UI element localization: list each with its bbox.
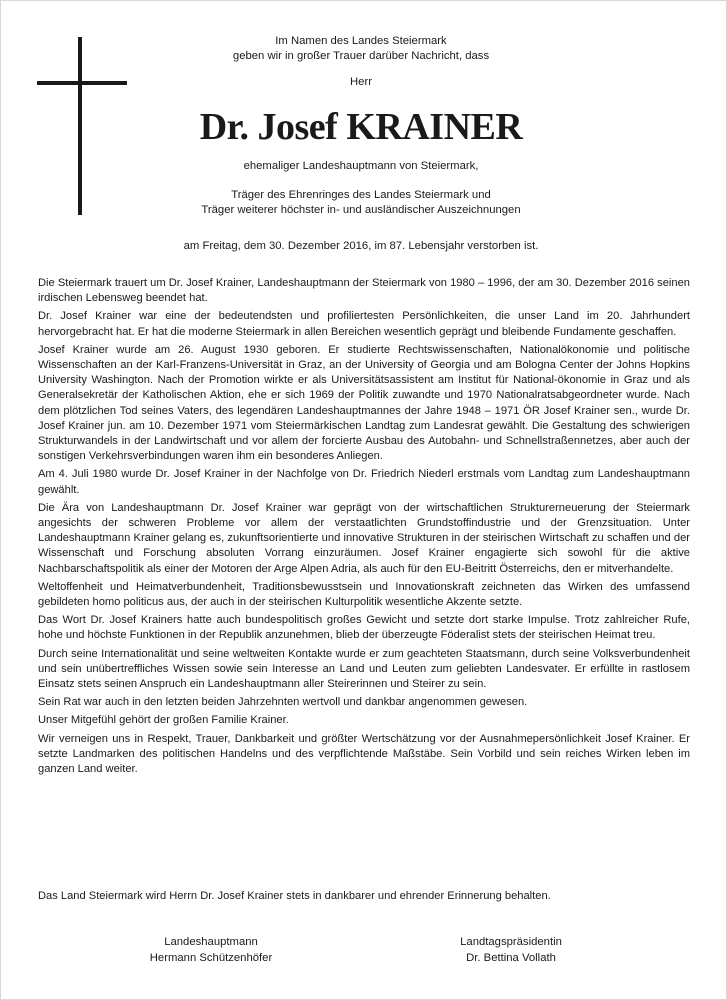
signature-president: [421, 934, 601, 966]
signature-name: Dr. Bettina Vollath: [466, 952, 556, 964]
honors-line-1: Träger des Ehrenringes des Landes Steiermark und: [231, 189, 491, 201]
paragraph: Sein Rat war auch in den letzten beiden Jahrzehnten wertvoll und dankbar angenommen gewesen.: [38, 696, 528, 709]
signature-governor: [121, 934, 301, 966]
signature-title: Landtagspräsidentin: [460, 936, 562, 948]
paragraph: Die Ära von Landeshauptmann Dr. Josef Krainer war geprägt von der wirtschaftlichen Strukturerneuerung der Steiermark angesichts der schweren Probleme vor allem der verstaatlichten Grundstoffindustrie und der Grenzsituation. Unter Landeshauptmann Krainer gelang es, zukunftsorientierte und innovative Strukturen in der steirischen Wirtschaft zu schaffen und der Wissenschaft und Forschung absoluten Vorrang einzuräumen. Josef Krainer engagierte sich sowohl für die aktive Nachbarschaftspolitik als einer der Motoren der Arge Alpen Adria, als auch für den EU-Beitritt Österreichs, den er mitverhandelte.: [38, 501, 690, 575]
honors-line-2: Träger weiterer höchster in- und ausländischer Auszeichnungen: [201, 204, 521, 216]
paragraph: Josef Krainer wurde am 26. August 1930 geboren. Er studierte Rechtswissenschaften, Nationalökonomie und politische Wissenschaften an der Karl-Franzens-Universität in Graz, an der University of Georgia und am Bologna Center der Johns Hopkins University Washington. Nach der Promotion wirkte er als Universitätsassistent am Institut für National-ökonomie in Graz und als Generalsekretär der Katholischen Aktion, ehe er sich 1969 der Politik zuwandte und 1970 Nationalratsabgeordneter wurde. Nach dem plötzlichen Tod seines Vaters, des legendären Landeshauptmannes der Jahre 1948 – 1971 ÖR Josef Krainer sen., wurde Dr. Josef Krainer jun. am 10. Dezember 1971 vom Steiermärkischen Landtag zum Landesrat gewählt. Die Gestaltung des schwierigen Strukturwandels in der Landwirtschaft und vor allem der forcierte Ausbau des Autobahn- und Schnellstraßennetzes, aber auch der sonstigen Verkehrsverbindungen waren ihm ein besonderes Anliegen.: [38, 343, 690, 463]
paragraph: Die Steiermark trauert um Dr. Josef Krainer, Landeshauptmann der Steiermark von 1980 – 1996, der am 30. Dezember 2016 seinen irdischen Lebensweg beendet hat.: [38, 277, 690, 305]
intro-text: [141, 34, 581, 64]
paragraph: Wir verneigen uns in Respekt, Trauer, Dankbarkeit und größter Wertschätzung vor der Ausnahmepersönlichkeit Josef Krainer. Er setzte Landmarken des politischen Handelns und des verpflichtende Maßstäbe. Sein Vorbild und sein reiches Wirken leben im ganzen Land weiter.: [38, 732, 690, 776]
cross-icon: [37, 37, 127, 215]
closing-statement: Das Land Steiermark wird Herrn Dr. Josef Krainer stets in dankbarer und ehrender Erinnerung behalten.: [38, 890, 551, 902]
salutation: Herr: [350, 76, 372, 88]
paragraph: Das Wort Dr. Josef Krainers hatte auch bundespolitisch großes Gewicht und setzte dort starke Impulse. Trotz zahlreicher Rufe, hohe und höchste Funktionen in der Republik anzunehmen, blieb der überzeugte Föderalist stets der steirischen Heimat treu.: [38, 614, 690, 642]
paragraph: Unser Mitgefühl gehört der großen Familie Krainer.: [38, 714, 289, 727]
intro-line-1: Im Namen des Landes Steiermark: [275, 35, 447, 47]
paragraph: Weltoffenheit und Heimatverbundenheit, Traditionsbewusstsein und Innovationskraft zeichneten das Wirken des umfassend gebildeten homo politicus aus, der auch in der steirischen Kulturpolitik wesentliche Akzente setzte.: [38, 580, 690, 609]
deceased-name: Dr. Josef KRAINER: [199, 106, 523, 148]
death-notice: am Freitag, dem 30. Dezember 2016, im 87. Lebensjahr verstorben ist.: [183, 240, 539, 252]
signature-name: Hermann Schützenhöfer: [149, 952, 273, 964]
honors: [141, 188, 581, 218]
paragraph: Dr. Josef Krainer war eine der bedeutendsten und profiliertesten Persönlichkeiten, die unser Land im 20. Jahrhundert hervorgebracht hat. Er hat die moderne Steiermark in allen Bereichen wesentlich geprägt und bleibende Fundamente geschaffen.: [38, 310, 690, 338]
obituary-body: [38, 276, 690, 780]
paragraph: Am 4. Juli 1980 wurde Dr. Josef Krainer in der Nachfolge von Dr. Friedrich Niederl erstmals vom Landtag zum Landeshauptmann gewählt.: [38, 468, 690, 496]
signature-title: Landeshauptmann: [164, 936, 258, 948]
paragraph: Durch seine Internationalität und seine weltweiten Kontakte wurde er zum geachteten Staatsmann, durch seine Volksverbundenheit und sein unübertreffliches Wissen sowie sein Interesse an Land und Leuten zum geliebten Landesvater. Er erfüllte in rastlosem Einsatz stets seinen Anspruch ein Landeshauptmann aller Steirerinnen und Steirer zu sein.: [38, 647, 690, 691]
former-office: ehemaliger Landeshauptmann von Steiermark,: [243, 160, 479, 172]
intro-line-2: geben wir in großer Trauer darüber Nachricht, dass: [232, 50, 490, 62]
